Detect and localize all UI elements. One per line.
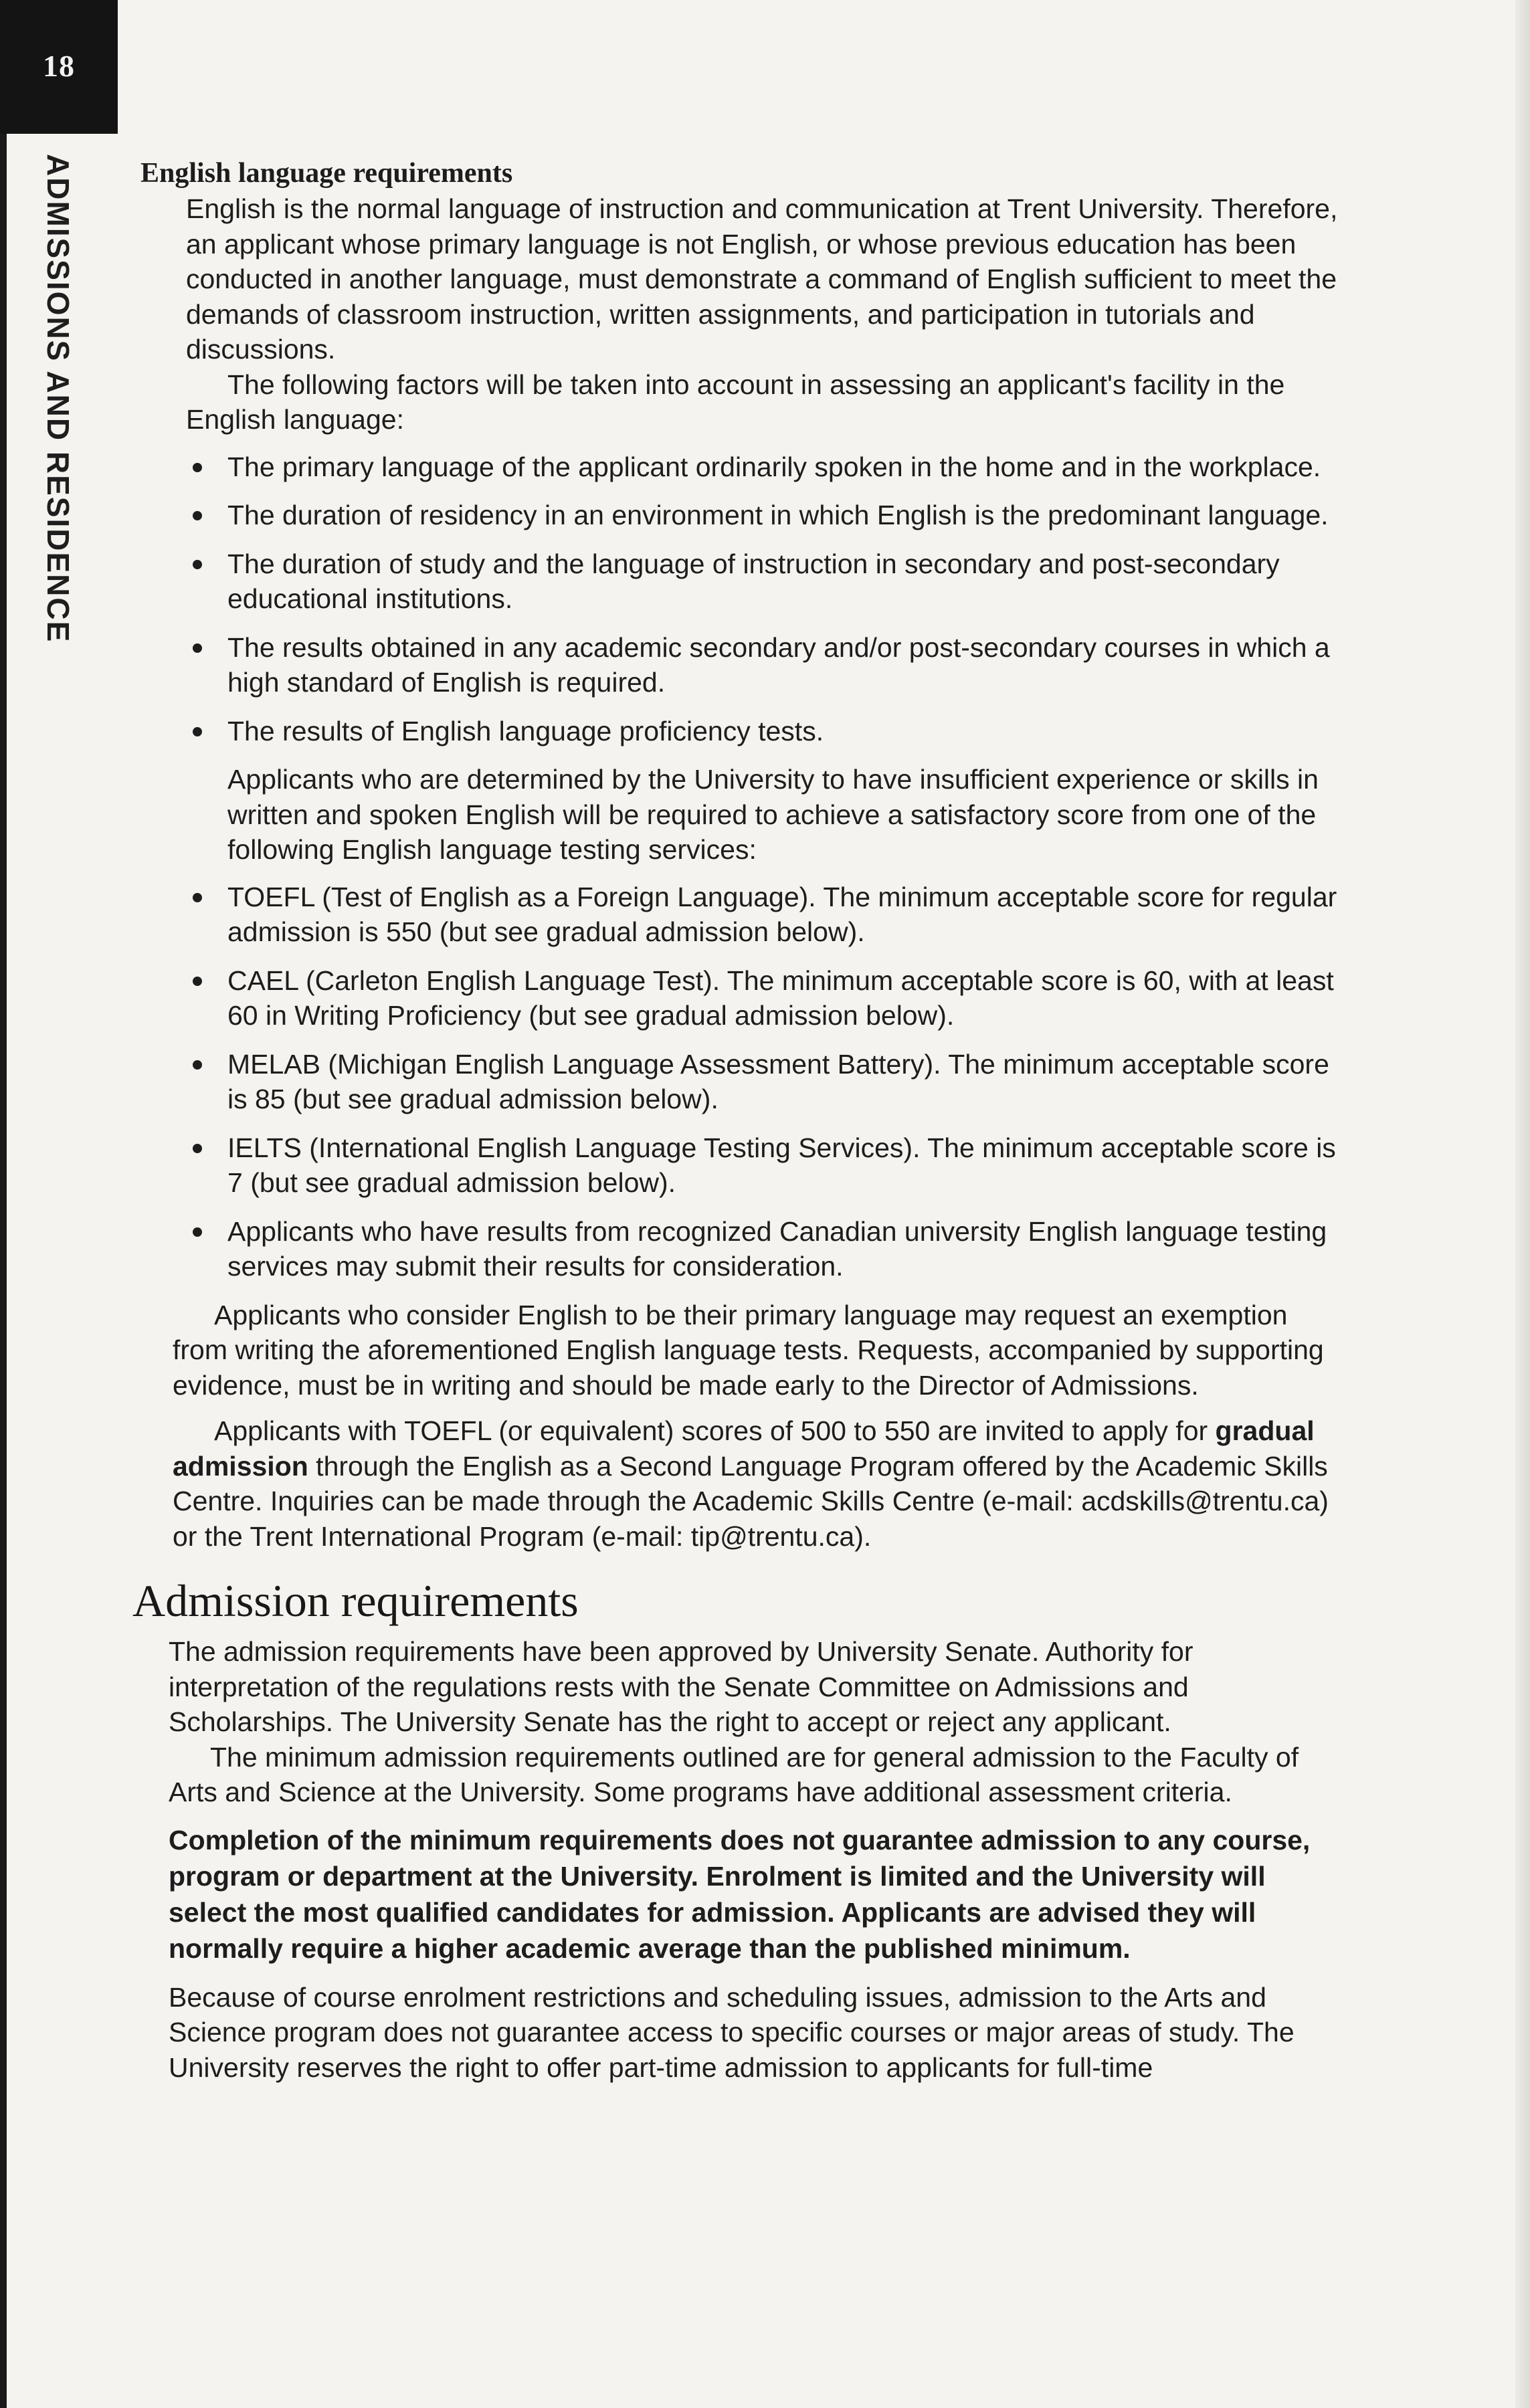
admission-para-3: Because of course enrolment restrictions and scheduling issues, admission to the Arts and Science program does not guarantee access to specific courses or major areas of study. The University reserves the right to offer part-time admission to applicants for full-time: [169, 1981, 1295, 2083]
list-item: The results of English language proficiency tests.: [186, 714, 1338, 749]
list-item: MELAB (Michigan English Language Assessment Battery). The minimum acceptable score is 85 (but see gradual admission below).: [186, 1047, 1338, 1117]
page-number-box: [0, 0, 118, 134]
list-item: Applicants who have results from recognized Canadian university English language testing services may submit their results for consideration.: [186, 1214, 1338, 1284]
english-para-5: [173, 1413, 1338, 1554]
gradual-text-before: Applicants with TOEFL (or equivalent) scores of 500 to 550 are invited to apply for: [214, 1415, 1216, 1446]
tests-list: [186, 880, 1338, 1284]
english-para-3: Applicants who are determined by the University to have insufficient experience or skills in written and spoken English will be required to achieve a satisfactory score from one of the following English language testing services:: [227, 764, 1319, 865]
list-item: TOEFL (Test of English as a Foreign Language). The minimum acceptable score for regular admission is 550 (but see gradual admission below).: [186, 880, 1338, 950]
english-intro: [186, 191, 1338, 437]
english-para-4: Applicants who consider English to be their primary language may request an exemption from writing the aforementioned English language tests. Requests, accompanied by supporting evidence, must be in writing and should be made early to the Director of Admissions.: [173, 1299, 1324, 1401]
english-requirements-heading: English language requirements: [140, 158, 513, 189]
list-item: The primary language of the applicant ordinarily spoken in the home and in the workplace.: [186, 449, 1338, 485]
factors-list: [186, 449, 1338, 749]
admission-para-2: The minimum admission requirements outlined are for general admission to the Faculty of Arts and Science at the University. Some programs have additional assessment criteria.: [169, 1741, 1299, 1807]
black-spine-bar: [0, 134, 7, 2408]
list-item: IELTS (International English Language Testing Services). The minimum acceptable score is 7 (but see gradual admission below).: [186, 1130, 1338, 1201]
list-item: The duration of study and the language of instruction in secondary and post-secondary educational institutions.: [186, 546, 1338, 617]
list-item: The duration of residency in an environment in which English is the predominant language.: [186, 498, 1338, 533]
english-para-1: English is the normal language of instruction and communication at Trent University. Therefore, an applicant whose primary language is not English, or whose previous education has been conducted in another language, must demonstrate a command of English sufficient to meet the demands of classroom instruction, written assignments, and participation in tutorials and discussions.: [186, 193, 1338, 365]
gradual-text-after: through the English as a Second Language Program offered by the Academic Skills Centre. Inquiries can be made through the Academic Skills Centre (e-mail: acdskills@trentu.ca) or the Trent International Program (e-mail: tip@trentu.ca).: [173, 1450, 1329, 1552]
list-item: The results obtained in any academic secondary and/or post-secondary courses in which a high standard of English is required.: [186, 630, 1338, 700]
admission-para-1: The admission requirements have been approved by University Senate. Authority for interpretation of the regulations rests with the Senate Committee on Admissions and Scholarships. The University Senate has the right to accept or reject any applicant.: [169, 1636, 1193, 1737]
page-content: [132, 155, 1338, 2085]
admission-requirements-heading: Admission requirements: [132, 1575, 579, 1626]
admission-intro: [169, 1634, 1338, 1810]
gradual-admission-term: gradual admission: [173, 1415, 1315, 1482]
page-number: 18: [43, 49, 75, 83]
english-para-2: The following factors will be taken into account in assessing an applicant's facility in the English language:: [186, 369, 1285, 435]
list-item: CAEL (Carleton English Language Test). The minimum acceptable score is 60, with at least 60 in Writing Proficiency (but see gradual admission below).: [186, 963, 1338, 1033]
admission-notice: Completion of the minimum requirements does not guarantee admission to any course, program or department at the University. Enrolment is limited and the University will select the most qualified candidates for admission. Applicants are advised they will normally require a higher academic average than the published minimum.: [169, 1824, 1311, 1964]
section-tab-label: ADMISSIONS AND RESIDENCE: [41, 154, 76, 643]
page-edge: [1515, 0, 1530, 2408]
